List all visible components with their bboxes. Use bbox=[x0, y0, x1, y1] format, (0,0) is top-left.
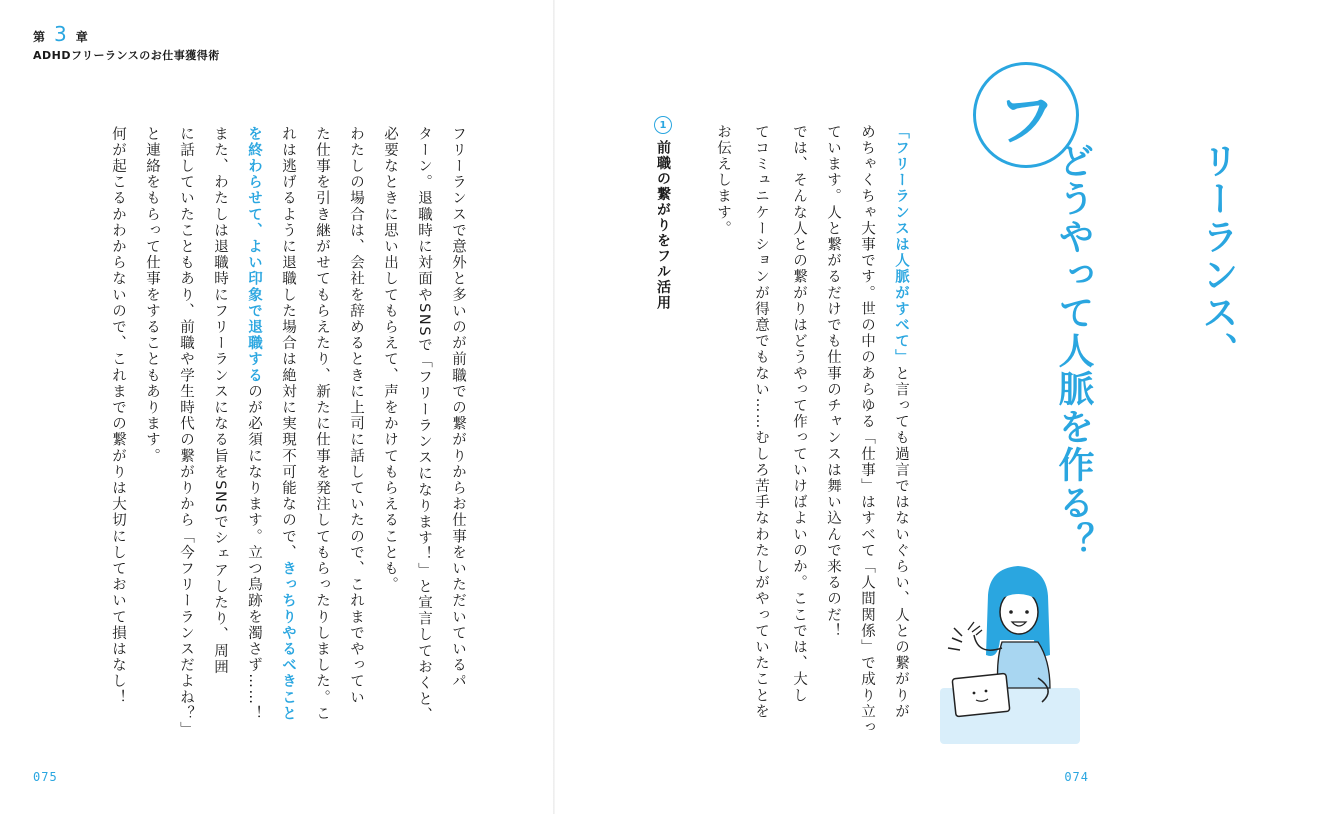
chapter-number: 3 bbox=[54, 22, 68, 46]
right-page bbox=[555, 0, 1238, 814]
text-column bbox=[174, 126, 197, 738]
text-column bbox=[378, 126, 401, 593]
body-text: 何が起こるかわからないので、これまでの繋がりは大切にしておいて損はなし！ bbox=[110, 126, 126, 706]
section-initial-char: フ bbox=[996, 86, 1055, 154]
section-heading bbox=[953, 142, 1337, 560]
emphasized-text: を終わらせて、よい印象で退職する bbox=[246, 126, 262, 384]
page-number-right: 074 bbox=[1064, 770, 1089, 784]
body-text: に話していたこともあり、前職や学生時代の繋がりから「今フリーランスだよね？」 bbox=[178, 126, 194, 738]
emphasized-text: 「フリーランスは人脈がすべて」 bbox=[893, 124, 909, 366]
text-column bbox=[446, 126, 469, 690]
heading-line-1: リーランス、 bbox=[1197, 142, 1238, 370]
text-column bbox=[889, 124, 912, 720]
body-text: れは逃げるように退職した場合は絶対に実現不可能なので、 bbox=[280, 126, 296, 561]
body-text: また、わたしは退職時にフリーランスになる旨をSNSでシェアしたり、周囲 bbox=[212, 126, 228, 676]
page-number-left: 075 bbox=[33, 770, 58, 784]
subsection-title: 前職の繋がりをフル活用 bbox=[655, 140, 671, 311]
body-text: と連絡をもらって仕事をすることもあります。 bbox=[144, 126, 160, 465]
body-text: では、そんな人との繋がりはどうやって作っていけばよいのか。ここでは、大し bbox=[791, 124, 807, 704]
chapter-prefix: 第 bbox=[33, 30, 47, 44]
subsection-heading bbox=[653, 116, 673, 311]
heading-line-2: どうやって人脈を作る？ bbox=[1053, 142, 1094, 560]
book-title: ADHDフリーランスのお仕事獲得術 bbox=[33, 49, 220, 62]
body-text: てコミュニケーションが得意でもない……むしろ苦手なわたしがやっていたことを bbox=[753, 124, 769, 720]
text-column bbox=[310, 126, 333, 722]
text-column bbox=[711, 124, 734, 237]
body-text: た仕事を引き継がせてもらえたり、新たに仕事を発注してもらったりしました。こ bbox=[314, 126, 330, 722]
text-column bbox=[787, 124, 810, 704]
body-text: フリーランスで意外と多いのが前職での繋がりからお仕事をいただいているパ bbox=[450, 126, 466, 690]
text-column bbox=[412, 126, 435, 724]
subsection-number-badge: 1 bbox=[654, 116, 672, 134]
text-column bbox=[106, 126, 129, 706]
text-column bbox=[821, 124, 844, 639]
left-page bbox=[0, 0, 554, 814]
woman-with-laptop-icon bbox=[938, 560, 1088, 750]
chapter-label bbox=[33, 22, 89, 46]
body-text: めちゃくちゃ大事です。世の中のあらゆる「仕事」はすべて「人間関係」で成り立っ bbox=[859, 124, 875, 736]
body-text: ています。人と繋がるだけでも仕事のチャンスは舞い込んで来るのだ！ bbox=[825, 124, 841, 640]
text-column bbox=[242, 126, 265, 722]
body-text: ターン。退職時に対面やSNSで「フリーランスになります！」と宣言しておくと、 bbox=[416, 126, 432, 724]
text-column bbox=[855, 124, 878, 736]
body-text: と言っても過言ではないぐらい、人との繋がりが bbox=[893, 365, 909, 720]
body-text: 必要なときに思い出してもらえて、声をかけてもらえることも。 bbox=[382, 126, 398, 593]
text-column bbox=[344, 126, 367, 706]
text-column bbox=[140, 126, 163, 464]
chapter-suffix: 章 bbox=[75, 30, 89, 44]
emphasized-text: きっちりやるべきこと bbox=[280, 560, 296, 722]
body-text: わたしの場合は、会社を辞めるときに上司に話していたので、これまでやってい bbox=[348, 126, 364, 706]
body-text: お伝えします。 bbox=[715, 124, 731, 237]
text-column bbox=[208, 126, 231, 675]
text-column bbox=[276, 126, 299, 722]
text-column bbox=[749, 124, 772, 720]
body-text: のが必須になります。立つ鳥跡を濁さず……！ bbox=[246, 383, 262, 722]
